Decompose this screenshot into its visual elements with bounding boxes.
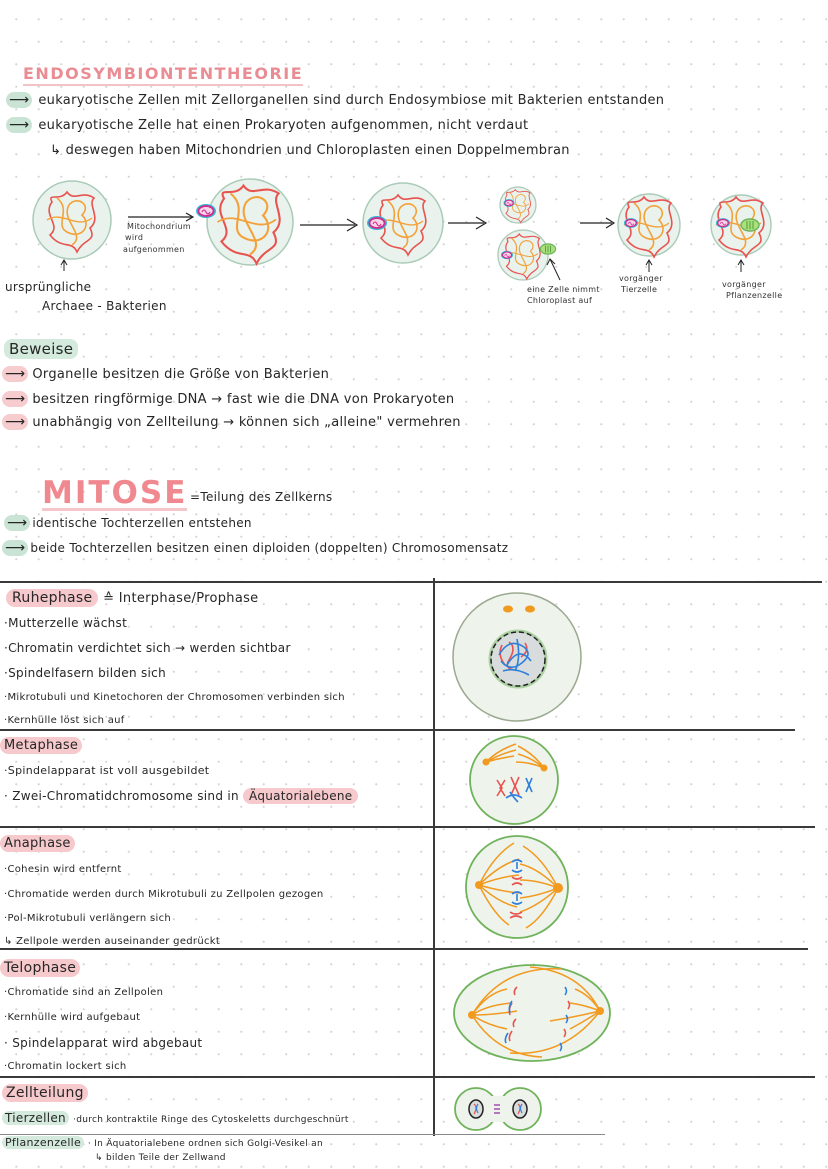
label-chloro-1: eine Zelle nimmt (527, 285, 600, 294)
arrow-icon: ⟶ (2, 391, 28, 407)
phase-name: Telophase (0, 959, 80, 977)
animal-label: Tierzellen (2, 1111, 69, 1125)
arrow-icon: ⟶ (4, 515, 30, 531)
telophase-cell (454, 965, 610, 1061)
cytokinesis-animal (2, 1111, 349, 1125)
bullet: ·Chromatin verdichtet sich → werden sichtbar (4, 641, 291, 655)
bullet: ·Pol-Mikrotubuli verlängern sich (4, 913, 172, 924)
cytokinesis-cells (455, 1088, 541, 1130)
point-text: besitzen ringförmige DNA → fast wie die DNA von Prokaryoten (32, 392, 455, 407)
evidence-point-2 (2, 391, 454, 407)
plant-precursor-cell (711, 195, 771, 257)
bullet: ·Spindelapparat ist voll ausgebildet (4, 764, 210, 777)
phase-name: Zellteilung (2, 1084, 88, 1102)
label-origin-1: ursprüngliche (5, 280, 92, 294)
label-animal-1: vorgänger (619, 274, 663, 283)
cytokinesis-plant-sub: ↳ bilden Teile der Zellwand (95, 1153, 226, 1163)
evidence-point-1 (2, 366, 329, 382)
phase-telophase (0, 960, 80, 976)
plant-text: · In Äquatorialebene ordnen sich Golgi-Vesikel an (87, 1139, 323, 1149)
animal-text: ·durch kontraktile Ringe des Cytoskeletts durchgeschnürt (73, 1115, 349, 1125)
cell-with-mitochondrion (363, 183, 443, 263)
evidence-title (4, 340, 78, 358)
mitosis-title: MITOSE (42, 475, 188, 511)
cytokinesis-plant (2, 1136, 323, 1149)
anaphase-cell (466, 836, 568, 938)
point-text: eukaryotische Zelle hat einen Prokaryoten aufgenommen, nicht verdaut (38, 118, 529, 133)
endosymbiosis-point-1 (6, 92, 664, 108)
label-plant-2: Pflanzenzelle (726, 291, 783, 300)
evidence-point-3 (2, 414, 461, 430)
label-mito-3: aufgenommen (123, 245, 185, 254)
endosymbiosis-point-2 (6, 117, 528, 133)
bullet: ·Chromatide werden durch Mikrotubuli zu Zellpolen gezogen (4, 889, 324, 900)
bullet-text: · Zwei-Chromatidchromosome sind in (4, 789, 239, 803)
mitosis-drawings (434, 582, 828, 1162)
bullet: ↳ Zellpole werden auseinander gedrückt (4, 936, 221, 947)
point-text: Organelle besitzen die Größe von Bakterien (32, 367, 330, 382)
phase-anaphase (0, 836, 75, 851)
bullet: ·Mutterzelle wächst (4, 616, 128, 630)
arrow-icon: ⟶ (6, 92, 32, 108)
bullet: ·Kernhülle löst sich auf (4, 715, 125, 726)
point-text: identische Tochterzellen entstehen (32, 516, 252, 530)
endosymbiosis-title: ENDOSYMBIONTENTHEORIE (23, 64, 303, 86)
label-origin-2: Archaee - Bakterien (42, 299, 167, 313)
bullet: ·Chromatide sind an Zellpolen (4, 987, 164, 998)
bullet: ·Chromatin lockert sich (4, 1061, 127, 1072)
phase-name: Metaphase (0, 737, 82, 754)
mitosis-point-1 (4, 515, 252, 531)
bullet: ·Mikrotubuli und Kinetochoren der Chromosomen verbinden sich (4, 692, 345, 703)
label-mito-1: Mitochondrium (127, 222, 191, 231)
label-animal-2: Tierzelle (621, 285, 658, 294)
label-chloro-2: Chloroplast auf (527, 296, 593, 305)
interphase-cell (453, 593, 581, 721)
point-text: beide Tochterzellen besitzen einen diploiden (doppelten) Chromosomensatz (30, 541, 509, 555)
bullet (4, 789, 358, 803)
arrow-icon: ⟶ (6, 117, 32, 133)
evidence-title-text: Beweise (4, 339, 78, 359)
mitosis-subtitle: =Teilung des Zellkerns (190, 490, 333, 504)
mitosis-point-2 (2, 540, 508, 556)
arrow-icon: ⟶ (2, 366, 28, 382)
small-cell-bottom (498, 230, 548, 280)
bullet: ·Spindelfasern bilden sich (4, 666, 166, 680)
arrow-icon: ⟶ (2, 540, 28, 556)
small-cell-top (500, 187, 536, 223)
phase-ruhephase (6, 590, 258, 606)
metaphase-cell (470, 736, 558, 824)
phase-metaphase (0, 738, 82, 753)
point-text: unabhängig von Zellteilung → können sich „alleine" vermehren (32, 415, 461, 430)
phase-name: Ruhephase (6, 589, 98, 607)
phase-name: Anaphase (0, 835, 75, 852)
label-plant-1: vorgänger (722, 280, 766, 289)
bullet: · Spindelapparat wird abgebaut (4, 1036, 203, 1050)
label-mito-2: wird (125, 233, 144, 242)
point-text: eukaryotische Zellen mit Zellorganellen sind durch Endosymbiose mit Bakterien entstanden (38, 93, 665, 108)
bullet: ·Kernhülle wird aufgebaut (4, 1012, 141, 1023)
phase-suffix: ≙ Interphase/Prophase (103, 591, 259, 606)
cytokinesis-title (2, 1085, 88, 1101)
cell-taking-mitochondrion (207, 179, 293, 265)
arrow-icon: ⟶ (2, 414, 28, 430)
endosymbiosis-sub-point: ↳ deswegen haben Mitochondrien und Chloroplasten einen Doppelmembran (50, 143, 570, 158)
archaea-cell (33, 181, 111, 259)
plant-label: Pflanzenzelle (2, 1136, 84, 1149)
animal-precursor-cell (618, 194, 680, 257)
bullet: ·Cohesin wird entfernt (4, 864, 122, 875)
highlight-term: Äquatorialebene (243, 788, 358, 804)
